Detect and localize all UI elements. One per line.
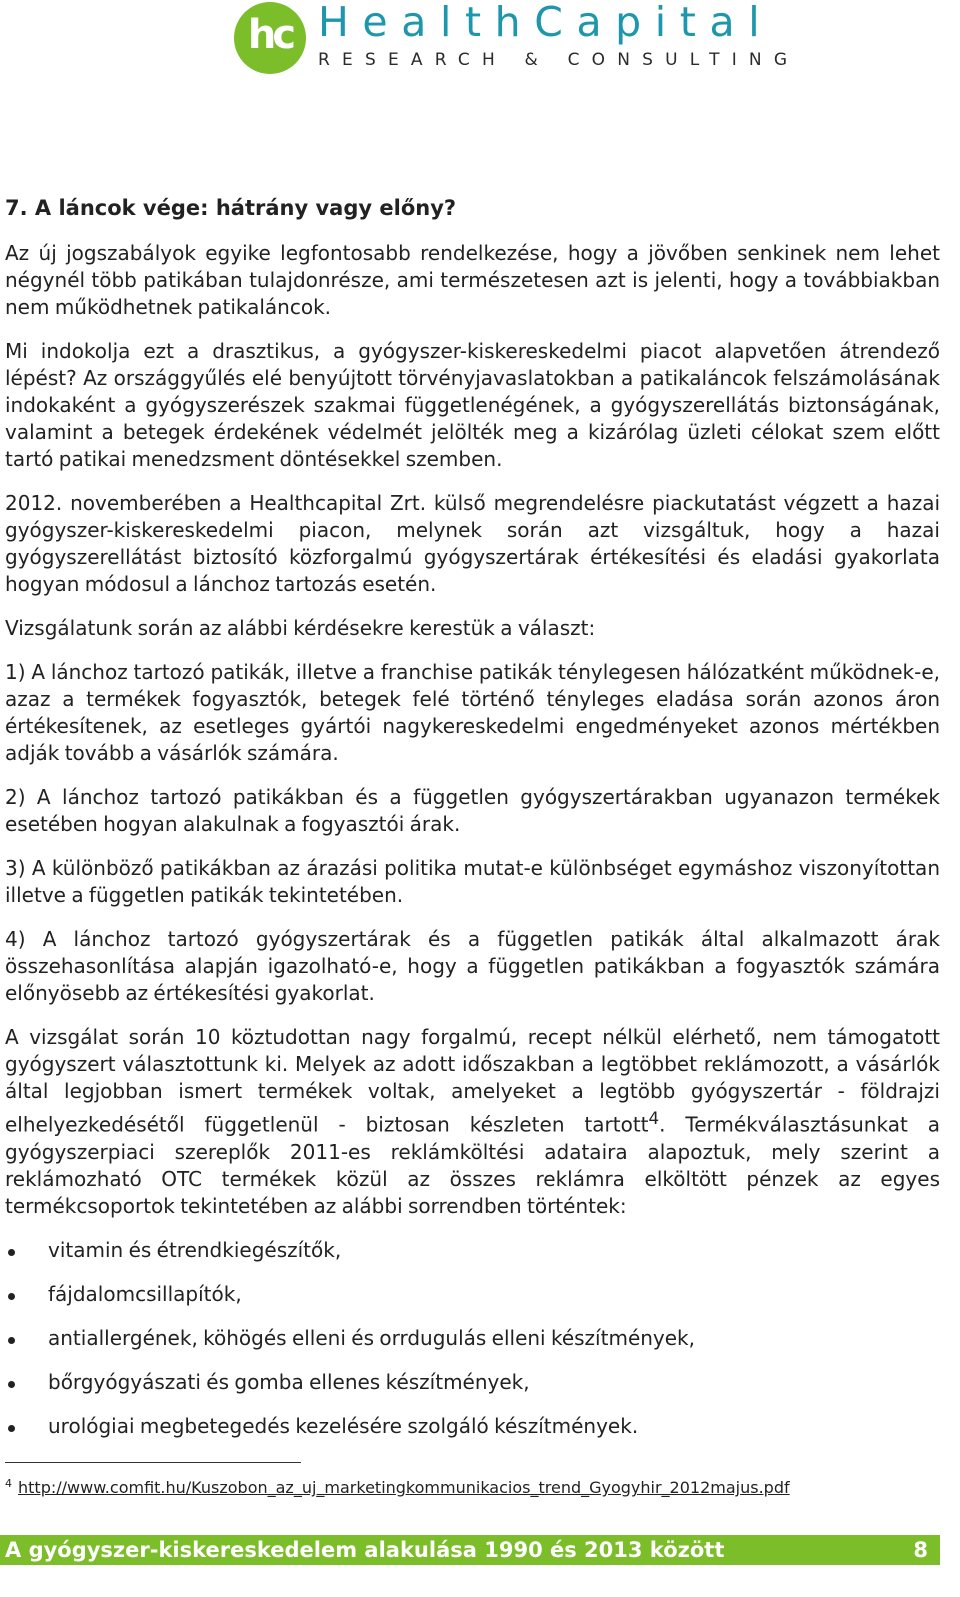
footnote-link[interactable]: http://www.comfit.hu/Kuszobon_az_uj_marketingkommunikacios_trend_Gyogyhir_2012majus.pdf (18, 1478, 790, 1498)
page-number: 8 (913, 1538, 928, 1562)
bullet-icon (8, 1425, 15, 1432)
list-item-text: urológiai megbetegedés kezelésére szolgáló készítmények. (48, 1413, 639, 1438)
list-item-text: bőrgyógyászati és gomba ellenes készítmények, (48, 1369, 530, 1394)
logo-name: HealthCapital (318, 0, 774, 46)
paragraph: Az új jogszabályok egyike legfontosabb rendelkezése, hogy a jövőben senkinek nem lehet négynél több patikában tulajdonrésze, ami természetesen azt is jelenti, hogy a továbbiakban nem működhetnek patikaláncok. (5, 241, 940, 319)
logo-tagline: RESEARCH & CONSULTING (318, 50, 800, 70)
footnote-ref[interactable]: 4 (648, 1109, 660, 1128)
paragraph: Vizsgálatunk során az alábbi kérdésekre kerestük a választ: (5, 616, 596, 640)
section-heading: 7. A láncok vége: hátrány vagy előny? (5, 196, 457, 220)
paragraph: 4) A lánchoz tartozó gyógyszertárak és a független patikák által alkalmazott árak összehasonlítása alapján igazolható-e, hogy a független patikákban a fogyasztók számára előnyösebb az értékesítési gyakorlat. (5, 927, 940, 1005)
list-item (5, 1325, 940, 1352)
paragraph-text: A vizsgálat során 10 köztudottan nagy forgalmú, recept nélkül elérhető, nem támogatott gyógyszert választottunk ki. Melyek az adott időszakban a legtöbbet reklámozott, a vásárlók által legjobban ismert termékek voltak, amelyeket a legtöbb gyógyszertár - földrajzi elhelyezkedésétől függetlenül - biztosan készleten tartott (5, 1025, 940, 1137)
footnote-divider (5, 1462, 301, 1463)
list-item (5, 1413, 940, 1440)
bullet-icon (8, 1381, 15, 1388)
bullet-icon (8, 1249, 15, 1256)
paragraph: 3) A különböző patikákban az árazási politika mutat-e különbséget egymáshoz viszonyítottan illetve a független patikák tekintetében. (5, 856, 940, 907)
bullet-list (5, 1237, 940, 1440)
list-item-text: antiallergének, köhögés elleni és orrdugulás elleni készítmények, (48, 1325, 695, 1350)
footnote-number: 4 (5, 1477, 12, 1490)
bullet-icon (8, 1337, 15, 1344)
logo-mark (234, 2, 306, 74)
paragraph (5, 1024, 940, 1220)
paragraph-text: . Termékválasztásunkat a gyógyszerpiaci szereplők 2011-es reklámköltési adataira alapoztuk, mely szerint a reklámozható OTC termékek közül az összes reklámra elköltött pénzek az egyes termékcsoportok tekintetében az alábbi sorrendben történtek: (5, 1112, 940, 1218)
healthcapital-logo (234, 0, 800, 76)
page-footer (0, 1535, 940, 1565)
list-item (5, 1281, 940, 1308)
document-body (5, 193, 940, 1457)
list-item (5, 1237, 940, 1264)
paragraph: 2) A lánchoz tartozó patikákban és a független gyógyszertárakban ugyanazon termékek esetében hogyan alakulnak a fogyasztói árak. (5, 785, 940, 836)
paragraph: 1) A lánchoz tartozó patikák, illetve a franchise patikák ténylegesen hálózatként működnek-e, azaz a termékek fogyasztók, betegek felé történő tényleges eladása során azonos áron értékesítenek, az esetleges gyártói nagykereskedelmi engedményeket azonos mértékben adják tovább a vásárlók számára. (5, 660, 940, 765)
list-item (5, 1369, 940, 1396)
logo-mark-text: hc (247, 12, 293, 58)
list-item-text: fájdalomcsillapítók, (48, 1281, 242, 1306)
list-item-text: vitamin és étrendkiegészítők, (48, 1237, 342, 1262)
footer-title: A gyógyszer-kiskereskedelem alakulása 1990 és 2013 között (5, 1538, 725, 1562)
paragraph: Mi indokolja ezt a drasztikus, a gyógyszer-kiskereskedelmi piacot alapvetően átrendező lépést? Az országgyűlés elé benyújtott törvényjavaslatokban a patikaláncok felszámolásának indokaként a gyógyszerészek szakmai függetlenégének, a gyógyszerellátás biztonságának, valamint a betegek érdekének védelmét jelölték meg a kizárólag üzleti célokat szem előtt tartó patikai menedzsment döntésekkel szemben. (5, 339, 940, 471)
footnote (5, 1474, 790, 1498)
paragraph: 2012. novemberében a Healthcapital Zrt. külső megrendelésre piackutatást végzett a hazai gyógyszer-kiskereskedelmi piacon, melynek során azt vizsgáltuk, hogy a hazai gyógyszerellátást biztosító közforgalmú gyógyszertárak értékesítési és eladási gyakorlata hogyan módosul a lánchoz tartozás esetén. (5, 491, 940, 596)
bullet-icon (8, 1293, 15, 1300)
